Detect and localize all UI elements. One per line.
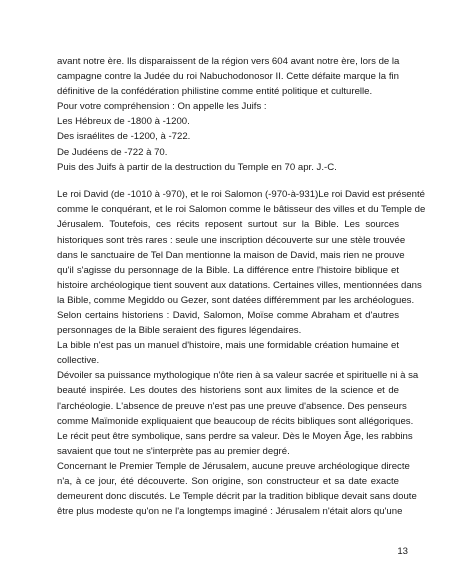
text-line: avant notre ère. Ils disparaissent de la région vers 604 avant notre ère, lors de la: [57, 56, 400, 67]
text-line: n'a, à ce jour, été découverte. Son origine, son constructeur et sa date exacte: [57, 476, 399, 488]
text-line: Selon certains historiens : David, Salomon, Moïse comme Abraham et d'autres: [57, 310, 399, 321]
text-line: savaient que tout ne s'interprète pas au premier degré.: [57, 445, 290, 457]
text-line: histoire archéologique tient souvent aux datations. Certaines villes, mentionnées dans: [57, 279, 422, 291]
text-line: beauté inspirée. Les doutes des historiens sont aux limites de la science et de: [57, 385, 399, 397]
text-line: l'archéologie. L'absence de preuve n'est pas une preuve d'absence. Des penseurs: [57, 400, 407, 412]
text-line: De Judéens de -722 à 70.: [57, 146, 168, 158]
text-line: campagne contre la Judée du roi Nabuchodonosor II. Cette défaite marque la fin: [57, 71, 399, 83]
text-line: La bible n'est pas un manuel d'histoire, mais une formidable création humaine et: [57, 340, 399, 352]
text-line: qu'il s'agisse du personnage de la Bible. La différence entre l'histoire biblique et: [57, 264, 399, 276]
text-line: Le récit peut être symbolique, sans perdre sa valeur. Dès le Moyen Âge, les rabbins: [57, 430, 413, 442]
text-line: demeurent donc discutés. Le Temple décrit par la tradition biblique devait sans doute: [57, 491, 417, 503]
text-line: dans le sanctuaire de Tel Dan mentionne la maison de David, mais rien ne prouve: [57, 249, 405, 261]
text-line: la Bible, comme Megiddo ou Gezer, sont datées différemment par les archéologues.: [57, 294, 415, 306]
text-line: Le roi David (de -1010 à -970), et le roi Salomon (-970-à-931)Le roi David est présenté: [57, 189, 425, 201]
text-line: comme le conquérant, et le roi Salomon comme le bâtisseur des villes et du Temple de: [57, 204, 426, 216]
text-line: historiques sont très rares : seule une inscription découverte sur une stèle trouvée: [57, 234, 406, 246]
page-body: [57, 54, 426, 519]
text-line: Les Hébreux de -1800 à -1200.: [57, 116, 190, 128]
page-number: 13: [397, 546, 408, 557]
text-line: Concernant le Premier Temple de Jérusalem, aucune preuve archéologique directe: [57, 460, 410, 472]
text-line: Dévoiler sa puissance mythologique n'ôte rien à sa valeur sacrée et spirituelle ni à sa: [57, 370, 419, 382]
text-line: collective.: [57, 355, 100, 367]
text-line: Puis des Juifs à partir de la destruction du Temple en 70 apr. J.-C.: [57, 161, 337, 173]
paragraph-gap: [57, 175, 399, 188]
paragraph-philistines-and-judeans: [57, 54, 399, 175]
text-line: Des israélites de -1200, à -722.: [57, 131, 191, 143]
paragraph-david-and-salomon: [57, 187, 426, 519]
text-line: personnages de la Bible seraient des figures légendaires.: [57, 325, 302, 337]
text-line: Jérusalem. Toutefois, ces récits reposent surtout sur la Bible. Les sources: [57, 219, 399, 231]
text-line: Pour votre compréhension : On appelle les Juifs :: [57, 101, 267, 113]
text-line: être plus modeste qu'on ne l'a longtemps imaginé : Jérusalem n'était alors qu'une: [57, 506, 403, 518]
text-line: comme Maïmonide expliquaient que beaucoup de récits bibliques sont allégoriques.: [57, 415, 414, 427]
text-line: définitive de la confédération philistine comme entité politique et culturelle.: [57, 86, 373, 98]
